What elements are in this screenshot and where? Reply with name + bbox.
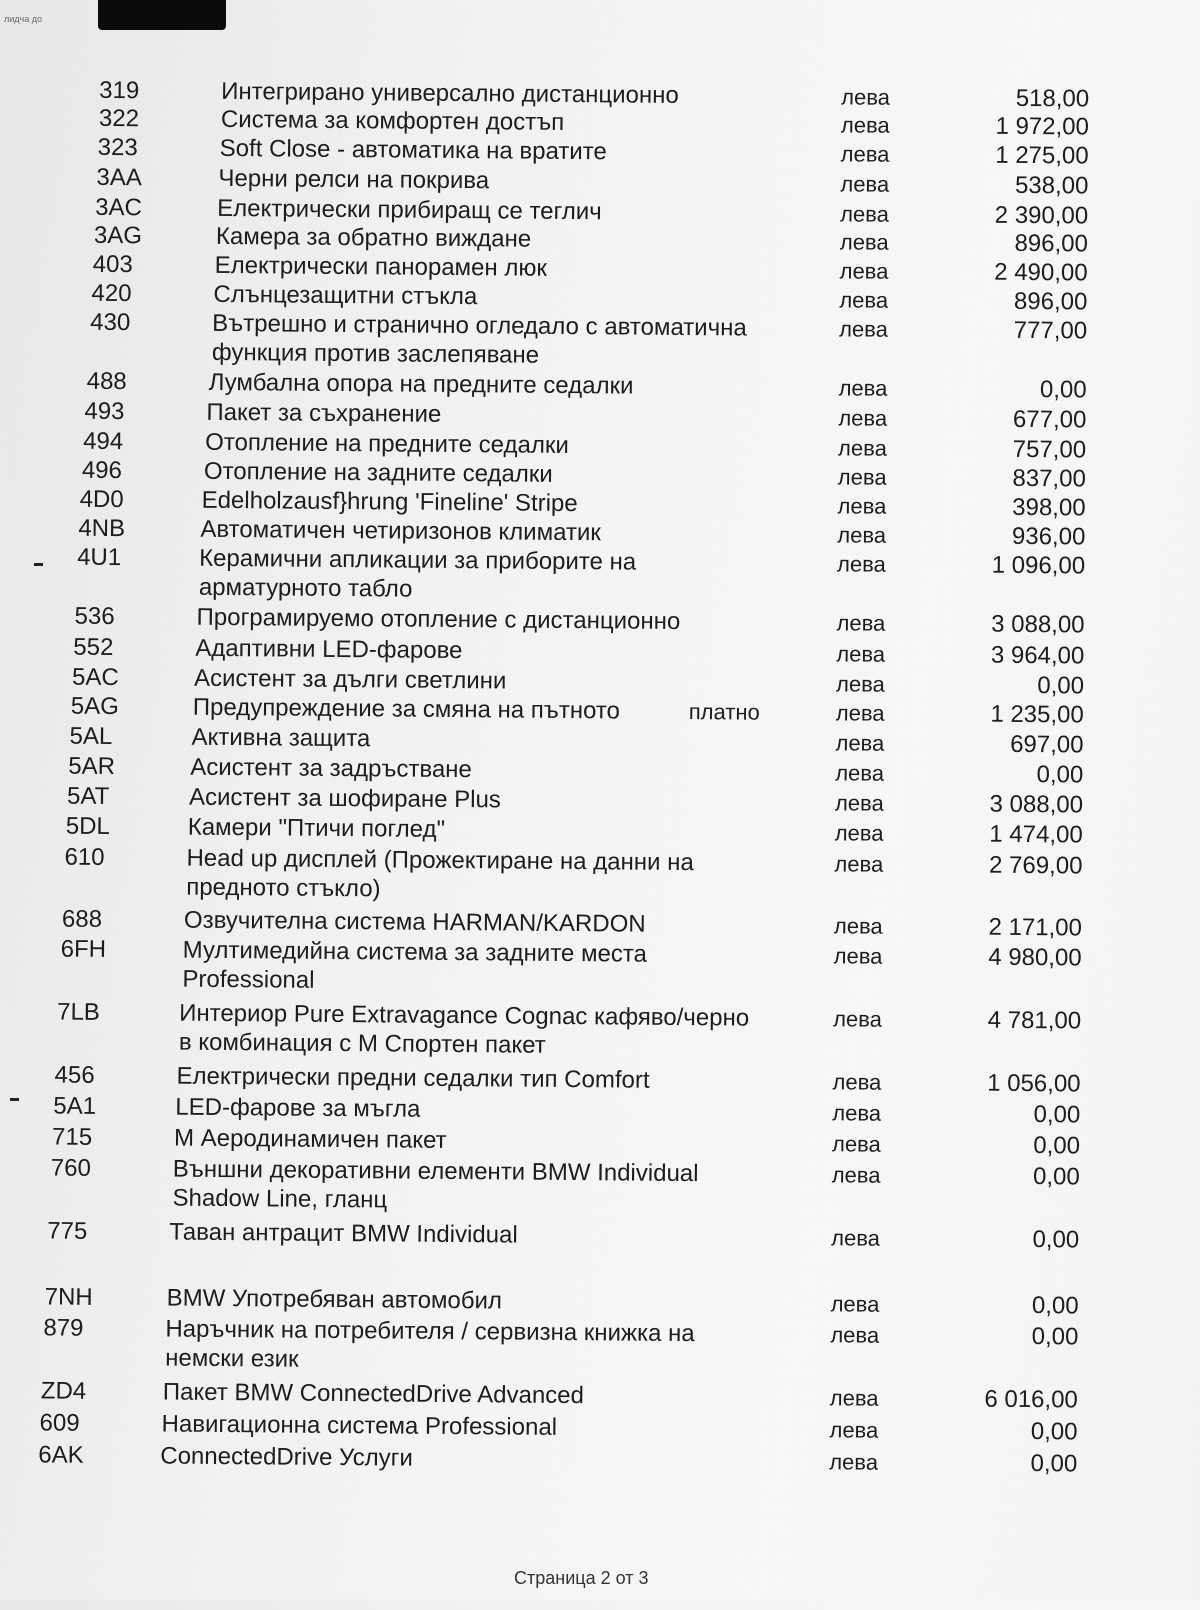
price-value: 936,00 bbox=[1011, 522, 1086, 551]
price-value: 777,00 bbox=[1013, 316, 1088, 345]
currency-label: лева bbox=[839, 258, 889, 284]
currency-label: лева bbox=[833, 913, 883, 939]
option-description: Автоматичен четиризонов климатик bbox=[200, 515, 601, 547]
table-row bbox=[0, 998, 1191, 1059]
price-value: 2 171,00 bbox=[988, 913, 1083, 942]
price-value: 1 275,00 bbox=[995, 141, 1089, 170]
option-code: 322 bbox=[98, 104, 140, 133]
option-code: 3AG bbox=[93, 221, 143, 250]
option-description: Керамични апликации за приборите на bbox=[199, 544, 637, 576]
option-description: Външни декоративни елементи BMW Individual bbox=[172, 1155, 699, 1188]
option-code: 6FH bbox=[60, 935, 107, 963]
option-description: Интегрирано универсално дистанционно bbox=[221, 77, 679, 109]
price-value: 6 016,00 bbox=[984, 1385, 1078, 1414]
currency-label: лева bbox=[831, 1162, 881, 1188]
option-description: Асистент за задръстване bbox=[190, 753, 472, 784]
price-value: 518,00 bbox=[1015, 84, 1090, 113]
option-description-continued: немски език bbox=[165, 1344, 299, 1373]
currency-label: лева bbox=[840, 112, 890, 138]
option-description: LED-фарове за мъгла bbox=[175, 1093, 421, 1123]
price-value: 896,00 bbox=[1013, 287, 1088, 316]
table-row bbox=[0, 1217, 1189, 1257]
currency-label: лева bbox=[837, 551, 886, 577]
option-description: Лумбална опора на предните седалки bbox=[208, 368, 634, 400]
currency-label: лева bbox=[836, 610, 886, 636]
currency-label: лева bbox=[835, 671, 885, 697]
price-value: 538,00 bbox=[1014, 171, 1089, 200]
currency-label: лева bbox=[833, 943, 883, 969]
price-value: 2 769,00 bbox=[988, 851, 1083, 880]
option-code: 7LB bbox=[57, 998, 100, 1026]
price-value: 0,00 bbox=[1037, 672, 1085, 700]
option-description: Head up дисплей (Прожектиране на данни на bbox=[186, 844, 694, 877]
option-code: 456 bbox=[54, 1061, 95, 1089]
option-code: 4D0 bbox=[79, 485, 124, 514]
option-code: 430 bbox=[90, 308, 131, 337]
option-code: 493 bbox=[84, 397, 125, 426]
price-value: 0,00 bbox=[1031, 1323, 1079, 1351]
option-description: Електрически панорамен люк bbox=[214, 251, 548, 282]
option-description: Асистент за дълги светлини bbox=[193, 664, 507, 695]
option-code: 5DL bbox=[65, 812, 110, 840]
option-code: 5AL bbox=[69, 722, 113, 751]
option-code: 319 bbox=[99, 76, 140, 105]
currency-label: лева bbox=[838, 375, 888, 401]
option-code: 609 bbox=[39, 1409, 80, 1437]
currency-label: лева bbox=[839, 287, 889, 313]
price-value: 1 056,00 bbox=[987, 1069, 1081, 1098]
option-description: Камера за обратно виждане bbox=[215, 222, 532, 253]
option-code: 496 bbox=[81, 456, 123, 485]
option-code: 420 bbox=[91, 279, 132, 308]
currency-label: лева bbox=[834, 790, 884, 816]
price-value: 837,00 bbox=[1012, 464, 1086, 493]
option-description: Навигационна система Professional bbox=[161, 1410, 558, 1441]
currency-label: лева bbox=[834, 851, 884, 877]
currency-label: лева bbox=[840, 141, 890, 167]
price-value: 3 964,00 bbox=[990, 641, 1085, 670]
option-code: 7NH bbox=[44, 1283, 93, 1311]
option-description: Вътрешно и странично огледало с автоматична bbox=[212, 309, 747, 342]
option-description: Мултимедийна система за задните места bbox=[182, 936, 648, 968]
option-code: 3AC bbox=[95, 193, 142, 222]
price-value: 0,00 bbox=[1036, 761, 1084, 789]
price-value: 0,00 bbox=[1030, 1450, 1078, 1478]
option-description: Система за комфортен достъп bbox=[220, 105, 565, 136]
currency-label: лева bbox=[829, 1449, 879, 1475]
currency-label: лева bbox=[835, 760, 885, 786]
currency-label: лева bbox=[835, 700, 885, 726]
option-code: 3AA bbox=[96, 163, 142, 192]
price-value: 0,00 bbox=[1032, 1226, 1080, 1254]
price-value: 896,00 bbox=[1014, 229, 1089, 258]
option-description: Електрически предни седалки тип Comfort bbox=[176, 1062, 650, 1094]
option-code: 5AR bbox=[68, 752, 116, 781]
option-description: Слънцезащитни стъкла bbox=[213, 280, 478, 311]
price-value: 2 490,00 bbox=[994, 258, 1088, 287]
option-code: 715 bbox=[51, 1123, 93, 1151]
currency-label: лева bbox=[831, 1131, 881, 1157]
option-code: 879 bbox=[43, 1314, 84, 1342]
price-value: 757,00 bbox=[1012, 435, 1087, 464]
price-value: 1 474,00 bbox=[989, 820, 1083, 849]
page-number: Страница 2 от 3 bbox=[514, 1568, 649, 1588]
option-code: 4U1 bbox=[77, 543, 122, 572]
option-code: 688 bbox=[61, 905, 103, 933]
currency-label: лева bbox=[838, 435, 887, 461]
option-code: 775 bbox=[47, 1217, 88, 1245]
option-description: Edelholzausf}hrung 'Fineline' Stripe bbox=[201, 486, 578, 518]
option-code: 323 bbox=[97, 133, 138, 162]
currency-label: лева bbox=[830, 1322, 880, 1348]
option-description-extra: платно bbox=[688, 699, 760, 725]
option-description-continued: в комбинация с М Спортен пакет bbox=[178, 1028, 546, 1059]
option-code: 403 bbox=[92, 250, 133, 279]
option-description: Озвучителна система HARMAN/KARDON bbox=[183, 906, 646, 938]
option-code: 536 bbox=[74, 602, 115, 631]
currency-label: лева bbox=[839, 316, 889, 342]
currency-label: лева bbox=[831, 1225, 881, 1251]
price-value: 0,00 bbox=[1031, 1292, 1079, 1320]
option-code: 5AG bbox=[70, 692, 119, 721]
option-description: ConnectedDrive Услуги bbox=[160, 1442, 413, 1472]
price-value: 3 088,00 bbox=[991, 610, 1085, 639]
option-description: Активна защита bbox=[191, 723, 371, 753]
option-code: 494 bbox=[83, 427, 124, 456]
price-value: 1 972,00 bbox=[995, 112, 1090, 141]
currency-label: лева bbox=[834, 820, 884, 846]
price-value: 1 235,00 bbox=[990, 700, 1084, 729]
option-description: Програмируемо отопление с дистанционно bbox=[196, 603, 681, 635]
price-value: 0,00 bbox=[1033, 1101, 1081, 1129]
option-description: Електрически прибиращ се теглич bbox=[217, 194, 602, 226]
currency-label: лева bbox=[832, 1100, 882, 1126]
price-value: 0,00 bbox=[1033, 1132, 1081, 1160]
currency-label: лева bbox=[838, 405, 888, 431]
option-description: BMW Употребяван автомобил bbox=[166, 1284, 503, 1315]
currency-label: лева bbox=[832, 1069, 882, 1095]
option-description: Адаптивни LED-фарове bbox=[195, 634, 463, 665]
currency-label: лева bbox=[837, 464, 887, 490]
option-description: Наръчник на потребителя / сервизна книжка на bbox=[165, 1315, 695, 1348]
currency-label: лева bbox=[835, 730, 885, 756]
currency-label: лева bbox=[840, 171, 890, 197]
currency-label: лева bbox=[840, 201, 890, 227]
option-description-continued: функция против заслепяване bbox=[211, 338, 540, 369]
price-value: 2 390,00 bbox=[994, 201, 1089, 230]
option-description: Таван антрацит BMW Individual bbox=[169, 1218, 518, 1249]
option-description-continued: Professional bbox=[182, 965, 315, 994]
price-value: 0,00 bbox=[1030, 1418, 1078, 1446]
option-code: 5AT bbox=[66, 782, 110, 810]
option-code: 488 bbox=[86, 367, 127, 396]
option-description-continued: Shadow Line, гланц bbox=[172, 1184, 388, 1214]
option-code: 760 bbox=[50, 1154, 91, 1182]
price-value: 0,00 bbox=[1039, 376, 1087, 404]
option-code: 552 bbox=[73, 633, 114, 662]
currency-label: лева bbox=[837, 493, 887, 519]
price-value: 4 781,00 bbox=[987, 1006, 1082, 1035]
currency-label: лева bbox=[833, 1006, 882, 1032]
option-description: Пакет BMW ConnectedDrive Advanced bbox=[162, 1378, 585, 1410]
option-description: Интериор Pure Extravagance Cognac кафяво/черно bbox=[179, 999, 750, 1032]
option-code: 6AK bbox=[38, 1441, 84, 1469]
option-description: Асистент за шофиране Plus bbox=[188, 783, 501, 814]
option-code: 610 bbox=[64, 843, 105, 871]
currency-label: лева bbox=[839, 229, 889, 255]
currency-label: лева bbox=[829, 1385, 879, 1411]
option-description: Пакет за съхранение bbox=[206, 398, 442, 428]
corner-text: лидча до bbox=[4, 14, 42, 24]
price-value: 697,00 bbox=[1010, 730, 1084, 759]
option-description: Отопление на предните седалки bbox=[205, 428, 569, 459]
currency-label: лева bbox=[841, 84, 891, 110]
option-description-continued: арматурното табло bbox=[198, 573, 413, 603]
option-description-continued: предното стъкло) bbox=[186, 873, 381, 903]
option-description: Отопление на задните седалки bbox=[203, 457, 553, 488]
option-code: 5AC bbox=[71, 663, 119, 692]
price-value: 398,00 bbox=[1012, 493, 1086, 522]
option-code: 4NB bbox=[78, 514, 126, 543]
currency-label: лева bbox=[829, 1417, 879, 1443]
price-value: 0,00 bbox=[1032, 1163, 1080, 1191]
currency-label: лева bbox=[837, 522, 887, 548]
option-code: 5A1 bbox=[53, 1092, 97, 1120]
option-description: Soft Close - автоматика на вратите bbox=[219, 134, 607, 166]
option-description: Черни релси на покрива bbox=[218, 164, 490, 195]
currency-label: лева bbox=[830, 1291, 880, 1317]
option-code: ZD4 bbox=[40, 1377, 87, 1405]
price-value: 3 088,00 bbox=[989, 790, 1084, 819]
option-description: М Аеродинамичен пакет bbox=[173, 1124, 447, 1154]
currency-label: лева bbox=[836, 641, 886, 667]
price-value: 1 096,00 bbox=[991, 551, 1086, 580]
option-description: Камери "Птичи поглед" bbox=[187, 813, 446, 843]
price-value: 4 980,00 bbox=[988, 943, 1082, 972]
option-description: Предупреждение за смяна на пътното bbox=[192, 693, 621, 725]
price-value: 677,00 bbox=[1012, 405, 1087, 434]
